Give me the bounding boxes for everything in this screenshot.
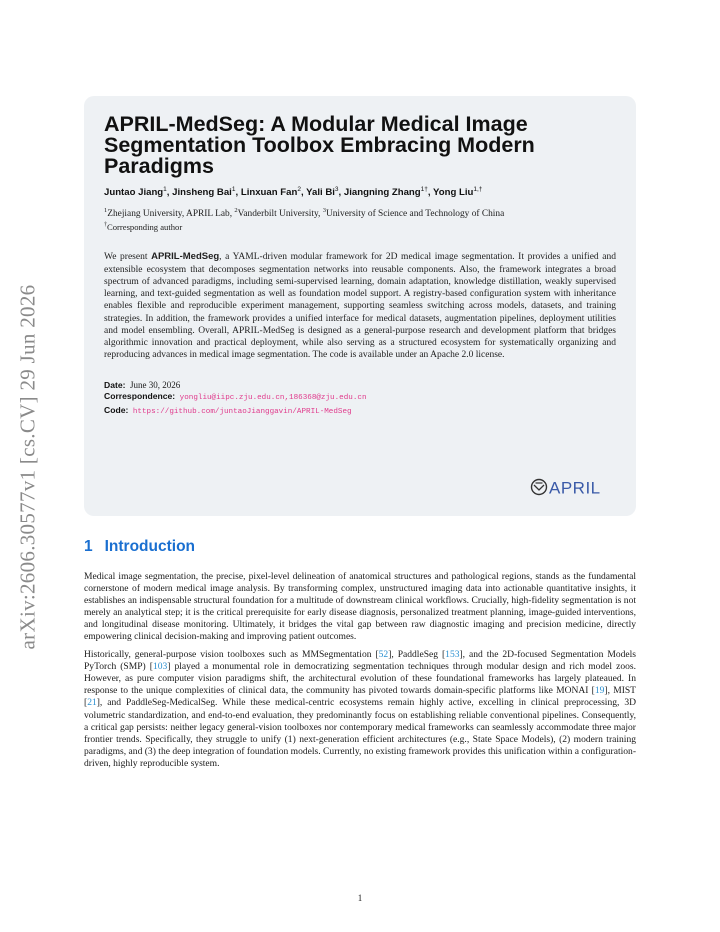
code-line: Code: https://github.com/juntaoJianggavin/APRIL-MedSeg — [104, 404, 352, 416]
citation-link[interactable]: 21 — [87, 697, 97, 709]
logo-text: APRIL — [549, 478, 601, 497]
author: Yali Bi$^3$ — [306, 186, 339, 199]
citation-link[interactable]: 153 — [445, 649, 460, 661]
correspondence-email[interactable]: 186368@zju.edu.cn — [289, 394, 367, 403]
paper-metadata — [104, 380, 616, 419]
date-line: Date: June 30, 2026 — [104, 379, 181, 390]
arxiv-id: arXiv:2606.30577v1 [cs.CV] 29 Jun 2026 — [15, 284, 40, 650]
section-number: 1 — [84, 538, 93, 555]
paragraph: Historically, general-purpose vision toolboxes such as MMSegmentation [52], PaddleSeg [153], and the 2D-focused Segmentation Models PyTorch (SMP) [103] played a monumental role in democratizing segmentation techniques through modular design and rich model zoos. However, as pure computer vision paradigms shift, the architectural evolution of these foundational frameworks has largely plateaued. In response to the unique complexities of clinical data, the community has pivoted towards domain-specific platforms like MONAI [19], MIST [21], and PaddleSeg-MedicalSeg. While these medical-centric ecosystems remain highly active, excelling in clinical preprocessing, 3D volumetric standardization, and end-to-end evaluation, they predominantly focus on establishing reliable conventional pipelines. Consequently, a critical gap persists: neither legacy general-vision toolboxes nor contemporary medical frameworks can seamlessly accommodate three major frontier trends. Specifically, they struggle to unify (1) next-generation efficient architectures (e.g., State Space Models), (2) modern training paradigms, and (3) the deep integration of foundation models. Currently, no existing framework provides this unification within a configuration-driven, highly reproducible system. — [84, 649, 637, 769]
abstract: We present APRIL-MedSeg, a YAML-driven modular framework for 2D medical image segmentation. It provides a unified and extensible ecosystem that decomposes segmentation networks into reusable components. Also, the framework integrates a broad spectrum of advanced paradigms, including semi-supervised learning, domain adaptation, knowledge distillation, weakly supervised learning, and text-guided segmentation as well as foundation model support. A registry-based configuration system with inheritance enables flexible and reproducible experiment management, supporting seamless switching across models, datasets, and training strategies. In addition, the framework provides a unified interface for medical datasets, augmentation pipelines, deployment utilities and model ensembling. Overall, APRIL-MedSeg is designed as a general-purpose research and development platform that bridges algorithmic innovation and practical deployment, while also serving as a structured ecosystem for systematically organizing and reproducing advances in medical image segmentation. The code is available under an Apache 2.0 license. — [104, 251, 616, 361]
citation-link[interactable]: 103 — [152, 661, 168, 673]
citation-link[interactable]: 19 — [594, 685, 605, 697]
code-link[interactable]: https://github.com/juntaoJianggavin/APRIL-MedSeg — [132, 407, 352, 416]
author: Yong Liu$^{1,\dagger}$ — [433, 186, 483, 199]
section-heading — [84, 538, 195, 556]
body-text — [84, 571, 636, 776]
corresponding-note: †Corresponding author — [104, 222, 183, 233]
section-title: Introduction — [104, 538, 196, 555]
author: Linxuan Fan$^2$ — [240, 186, 301, 199]
correspondence-email[interactable]: yongliu@iipc.zju.edu.cn — [179, 394, 285, 403]
page-number: 1 — [357, 893, 363, 903]
citation-link[interactable]: 52 — [378, 649, 389, 661]
title-card — [84, 96, 636, 516]
author: Jinsheng Bai$^1$ — [172, 186, 236, 199]
author-list: Juntao Jiang$^1$, Jinsheng Bai$^1$, Linxuan Fan$^2$, Yali Bi$^3$, Jiangning Zhang$^{1\dagger}$, Yong Liu$^{1,\dagger}$ — [104, 186, 483, 199]
paragraph: Medical image segmentation, the precise, pixel-level delineation of anatomical structures and pathological regions, stands as the fundamental cornerstone of modern medical image analysis. By transforming complex, unstructured imaging data into actionable quantitative insights, it establishes an indispensable structural foundation for a multitude of downstream clinical workflows. Crucially, high-fidelity segmentation is not merely an analytical step; it is the critical prerequisite for early disease diagnosis, personalized treatment planning, image-guided interventions, and longitudinal disease monitoring. Ultimately, it bridges the vital gap between raw diagnostic imaging and precision medicine, directly empowering clinical decision-making and improving patient outcomes. — [84, 571, 636, 643]
arxiv-watermark — [8, 262, 48, 672]
april-lab-logo — [530, 477, 618, 497]
author: Juntao Jiang$^1$ — [104, 186, 167, 199]
affiliations: $^1$Zhejiang University, APRIL Lab, $^2$Vanderbilt University, $^3$University of Science and Technology of China — [104, 207, 505, 220]
author: Jiangning Zhang$^{1\dagger}$ — [343, 186, 428, 199]
correspondence-line: Correspondence: yongliu@iipc.zju.edu.cn,186368@zju.edu.cn — [104, 391, 367, 403]
paper-title: APRIL-MedSeg: A Modular Medical Image Segmentation Toolbox Embracing Modern Paradigms — [104, 112, 535, 178]
